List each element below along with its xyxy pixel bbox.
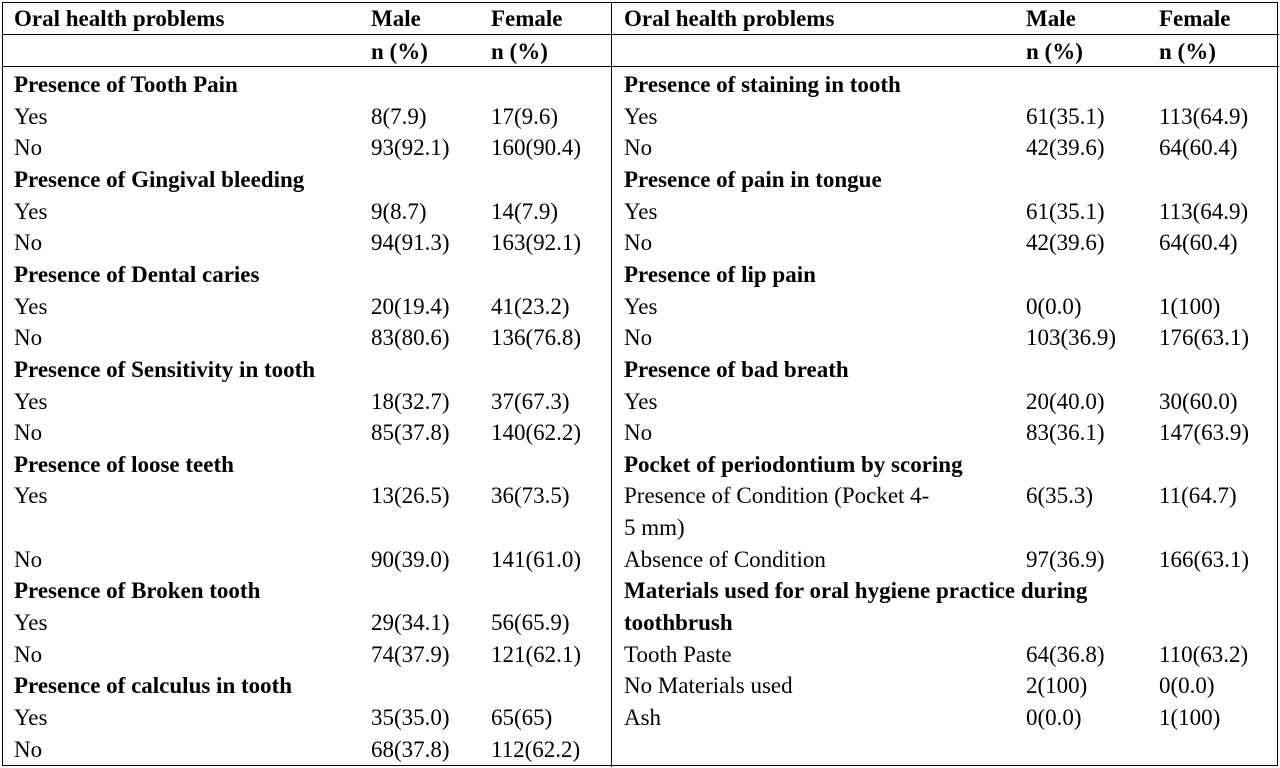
male-value: 6(35.3) (1026, 483, 1094, 508)
female-value: 113(64.9) (1159, 104, 1249, 129)
male-value: 64(36.8) (1026, 642, 1105, 667)
male-value: 103(36.9) (1026, 325, 1117, 350)
male-value: 35(35.0) (371, 705, 450, 730)
row-label: No (14, 547, 43, 572)
row-label: No (624, 230, 653, 255)
header-left-label: Oral health problems (14, 6, 225, 31)
section-heading: Presence of calculus in tooth (14, 673, 293, 698)
male-value: 83(80.6) (371, 325, 450, 350)
section-heading: Presence of pain in tongue (624, 167, 882, 192)
female-value: 112(62.2) (491, 737, 581, 762)
row-label: No (14, 325, 43, 350)
female-value: 1(100) (1159, 294, 1221, 319)
male-value: 61(35.1) (1026, 199, 1105, 224)
row-label: Yes (14, 705, 48, 730)
row-label: Yes (624, 389, 658, 414)
male-value: 94(91.3) (371, 230, 450, 255)
row-label: Ash (624, 705, 662, 730)
row-label: Yes (624, 199, 658, 224)
section-heading: Presence of Dental caries (14, 262, 260, 287)
row-label: Yes (14, 199, 48, 224)
row-label: No (14, 230, 43, 255)
female-value: 160(90.4) (491, 135, 582, 160)
header-left-male: Male (371, 6, 421, 31)
row-label: Yes (624, 294, 658, 319)
header-divider (2, 34, 1279, 35)
female-value: 37(67.3) (491, 389, 570, 414)
male-value: 61(35.1) (1026, 104, 1105, 129)
female-value: 65(65) (491, 705, 553, 730)
male-value: 0(0.0) (1026, 705, 1082, 730)
female-value: 136(76.8) (491, 325, 582, 350)
male-value: 85(37.8) (371, 420, 450, 445)
female-value: 14(7.9) (491, 199, 559, 224)
header-left-female: Female (491, 6, 563, 31)
row-label: Yes (14, 483, 48, 508)
female-value: 176(63.1) (1159, 325, 1250, 350)
section-heading: Presence of Gingival bleeding (14, 167, 305, 192)
row-label: Yes (624, 104, 658, 129)
male-value: 0(0.0) (1026, 294, 1082, 319)
section-heading: Presence of Tooth Pain (14, 72, 238, 97)
section-heading: Presence of staining in tooth (624, 72, 901, 97)
section-heading: Pocket of periodontium by scoring (624, 452, 963, 477)
section-heading: Presence of loose teeth (14, 452, 234, 477)
header-left-male-unit: n (%) (371, 39, 428, 64)
male-value: 97(36.9) (1026, 547, 1105, 572)
male-value: 18(32.7) (371, 389, 450, 414)
header-right-female-unit: n (%) (1159, 39, 1216, 64)
male-value: 93(92.1) (371, 135, 450, 160)
header-right-label: Oral health problems (624, 6, 835, 31)
row-label: No (624, 135, 653, 160)
female-value: 113(64.9) (1159, 199, 1249, 224)
female-value: 1(100) (1159, 705, 1221, 730)
row-label: Tooth Paste (624, 642, 732, 667)
male-value: 29(34.1) (371, 610, 450, 635)
row-label: Presence of Condition (Pocket 4- (624, 483, 930, 508)
row-label: No Materials used (624, 673, 793, 698)
header-left-female-unit: n (%) (491, 39, 548, 64)
female-value: 147(63.9) (1159, 420, 1250, 445)
female-value: 56(65.9) (491, 610, 570, 635)
male-value: 68(37.8) (371, 737, 450, 762)
female-value: 110(63.2) (1159, 642, 1249, 667)
female-value: 41(23.2) (491, 294, 570, 319)
female-value: 0(0.0) (1159, 673, 1215, 698)
row-label: No (14, 135, 43, 160)
male-value: 2(100) (1026, 673, 1088, 698)
female-value: 64(60.4) (1159, 230, 1238, 255)
section-heading: Presence of Broken tooth (14, 578, 261, 603)
female-value: 141(61.0) (491, 547, 582, 572)
row-label: Yes (14, 294, 48, 319)
row-label: Absence of Condition (624, 547, 826, 572)
male-value: 83(36.1) (1026, 420, 1105, 445)
male-value: 90(39.0) (371, 547, 450, 572)
section-heading: Presence of lip pain (624, 262, 816, 287)
row-label: 5 mm) (624, 515, 685, 540)
row-label: No (624, 325, 653, 350)
male-value: 42(39.6) (1026, 135, 1105, 160)
female-value: 64(60.4) (1159, 135, 1238, 160)
oral-health-table (2, 2, 1278, 766)
header-right-male-unit: n (%) (1026, 39, 1083, 64)
header-bottom-rule (2, 66, 1279, 67)
row-label: No (14, 642, 43, 667)
female-value: 17(9.6) (491, 104, 559, 129)
male-value: 8(7.9) (371, 104, 427, 129)
female-value: 30(60.0) (1159, 389, 1238, 414)
female-value: 140(62.2) (491, 420, 582, 445)
male-value: 13(26.5) (371, 483, 450, 508)
female-value: 163(92.1) (491, 230, 582, 255)
female-value: 11(64.7) (1159, 483, 1237, 508)
row-label: Yes (14, 610, 48, 635)
row-label: Yes (14, 104, 48, 129)
female-value: 36(73.5) (491, 483, 570, 508)
female-value: 166(63.1) (1159, 547, 1250, 572)
male-value: 9(8.7) (371, 199, 427, 224)
row-label: Yes (14, 389, 48, 414)
section-heading: Presence of bad breath (624, 357, 849, 382)
section-heading: toothbrush (624, 610, 733, 635)
male-value: 42(39.6) (1026, 230, 1105, 255)
row-label: No (624, 420, 653, 445)
section-heading: Presence of Sensitivity in tooth (14, 357, 316, 382)
male-value: 20(19.4) (371, 294, 450, 319)
column-divider (611, 2, 612, 767)
row-label: No (14, 737, 43, 762)
header-right-female: Female (1159, 6, 1231, 31)
row-label: No (14, 420, 43, 445)
male-value: 20(40.0) (1026, 389, 1105, 414)
female-value: 121(62.1) (491, 642, 582, 667)
section-heading: Materials used for oral hygiene practice during (624, 578, 1088, 603)
male-value: 74(37.9) (371, 642, 450, 667)
header-right-male: Male (1026, 6, 1076, 31)
